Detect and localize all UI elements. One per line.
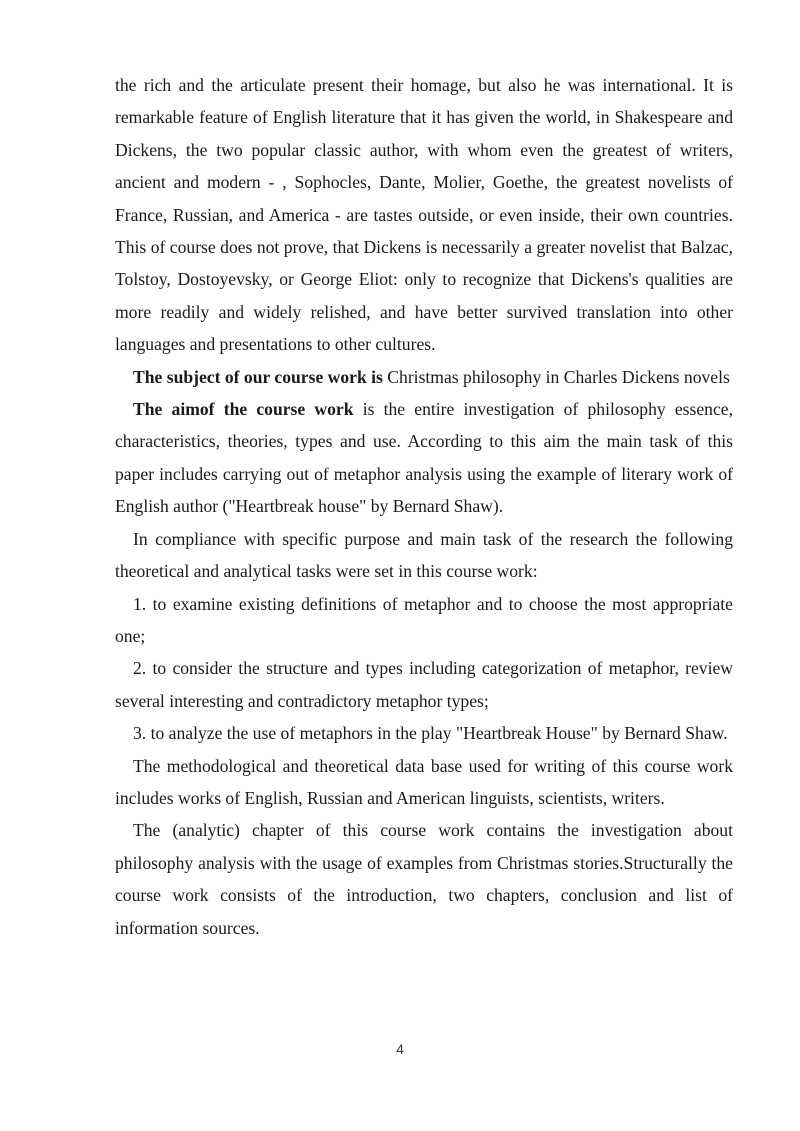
paragraph-tasks-intro: In compliance with specific purpose and main task of the research the following theoretical and analytical tasks were set in this course work: (115, 528, 733, 582)
list-item-2: 2. to consider the structure and types including categorization of metaphor, review several interesting and contradictory metaphor types; (115, 658, 733, 711)
page-body (115, 69, 733, 944)
paragraph-methodology: The methodological and theoretical data base used for writing of this course work includes works of English, Russian and American linguists, scientists, writers. (115, 755, 733, 808)
page-number: 4 (396, 1041, 404, 1057)
list-item-1: 1. to examine existing definitions of metaphor and to choose the most appropriate one; (115, 593, 733, 646)
aim-heading: The aimof the course work (133, 399, 354, 420)
subject-text: Christmas philosophy in Charles Dickens novels (382, 366, 730, 387)
list-item-3: 3. to analyze the use of metaphors in the play "Heartbreak House" by Bernard Shaw. (133, 723, 728, 744)
paragraph-subject (115, 361, 733, 393)
paragraph-structure: The (analytic) chapter of this course work contains the investigation about philosophy analysis with the usage of examples from Christmas stories.Structurally the course work consists of the introduction, two chapters, conclusion and list of information sources. (115, 820, 733, 938)
subject-heading: The subject of our course work is (133, 366, 383, 387)
paragraph-continuation: the rich and the articulate present their homage, but also he was international. It is remarkable feature of English literature that it has given the world, in Shakespeare and Dickens, the two popular classic author, with whom even the greatest of writers, ancient and modern - , Sophocles, Dante, Molier, Goethe, the greatest novelists of France, Russian, and America - are tastes outside, or even inside, their own countries. This of course does not prove, that Dickens is necessarily a greater novelist that Balzac, Tolstoy, Dostoyevsky, or George Eliot: only to recognize that Dickens's qualities are more readily and widely relished, and have better survived translation into other languages and presentations to other cultures. (115, 75, 733, 355)
paragraph-aim (115, 393, 733, 523)
aim-text: is the entire investigation of philosophy essence, characteristics, theories, types and use. According to this aim the main task of this paper includes carrying out of metaphor analysis using the example of literary work of English author ("Heartbreak house" by Bernard Shaw). (115, 399, 733, 517)
